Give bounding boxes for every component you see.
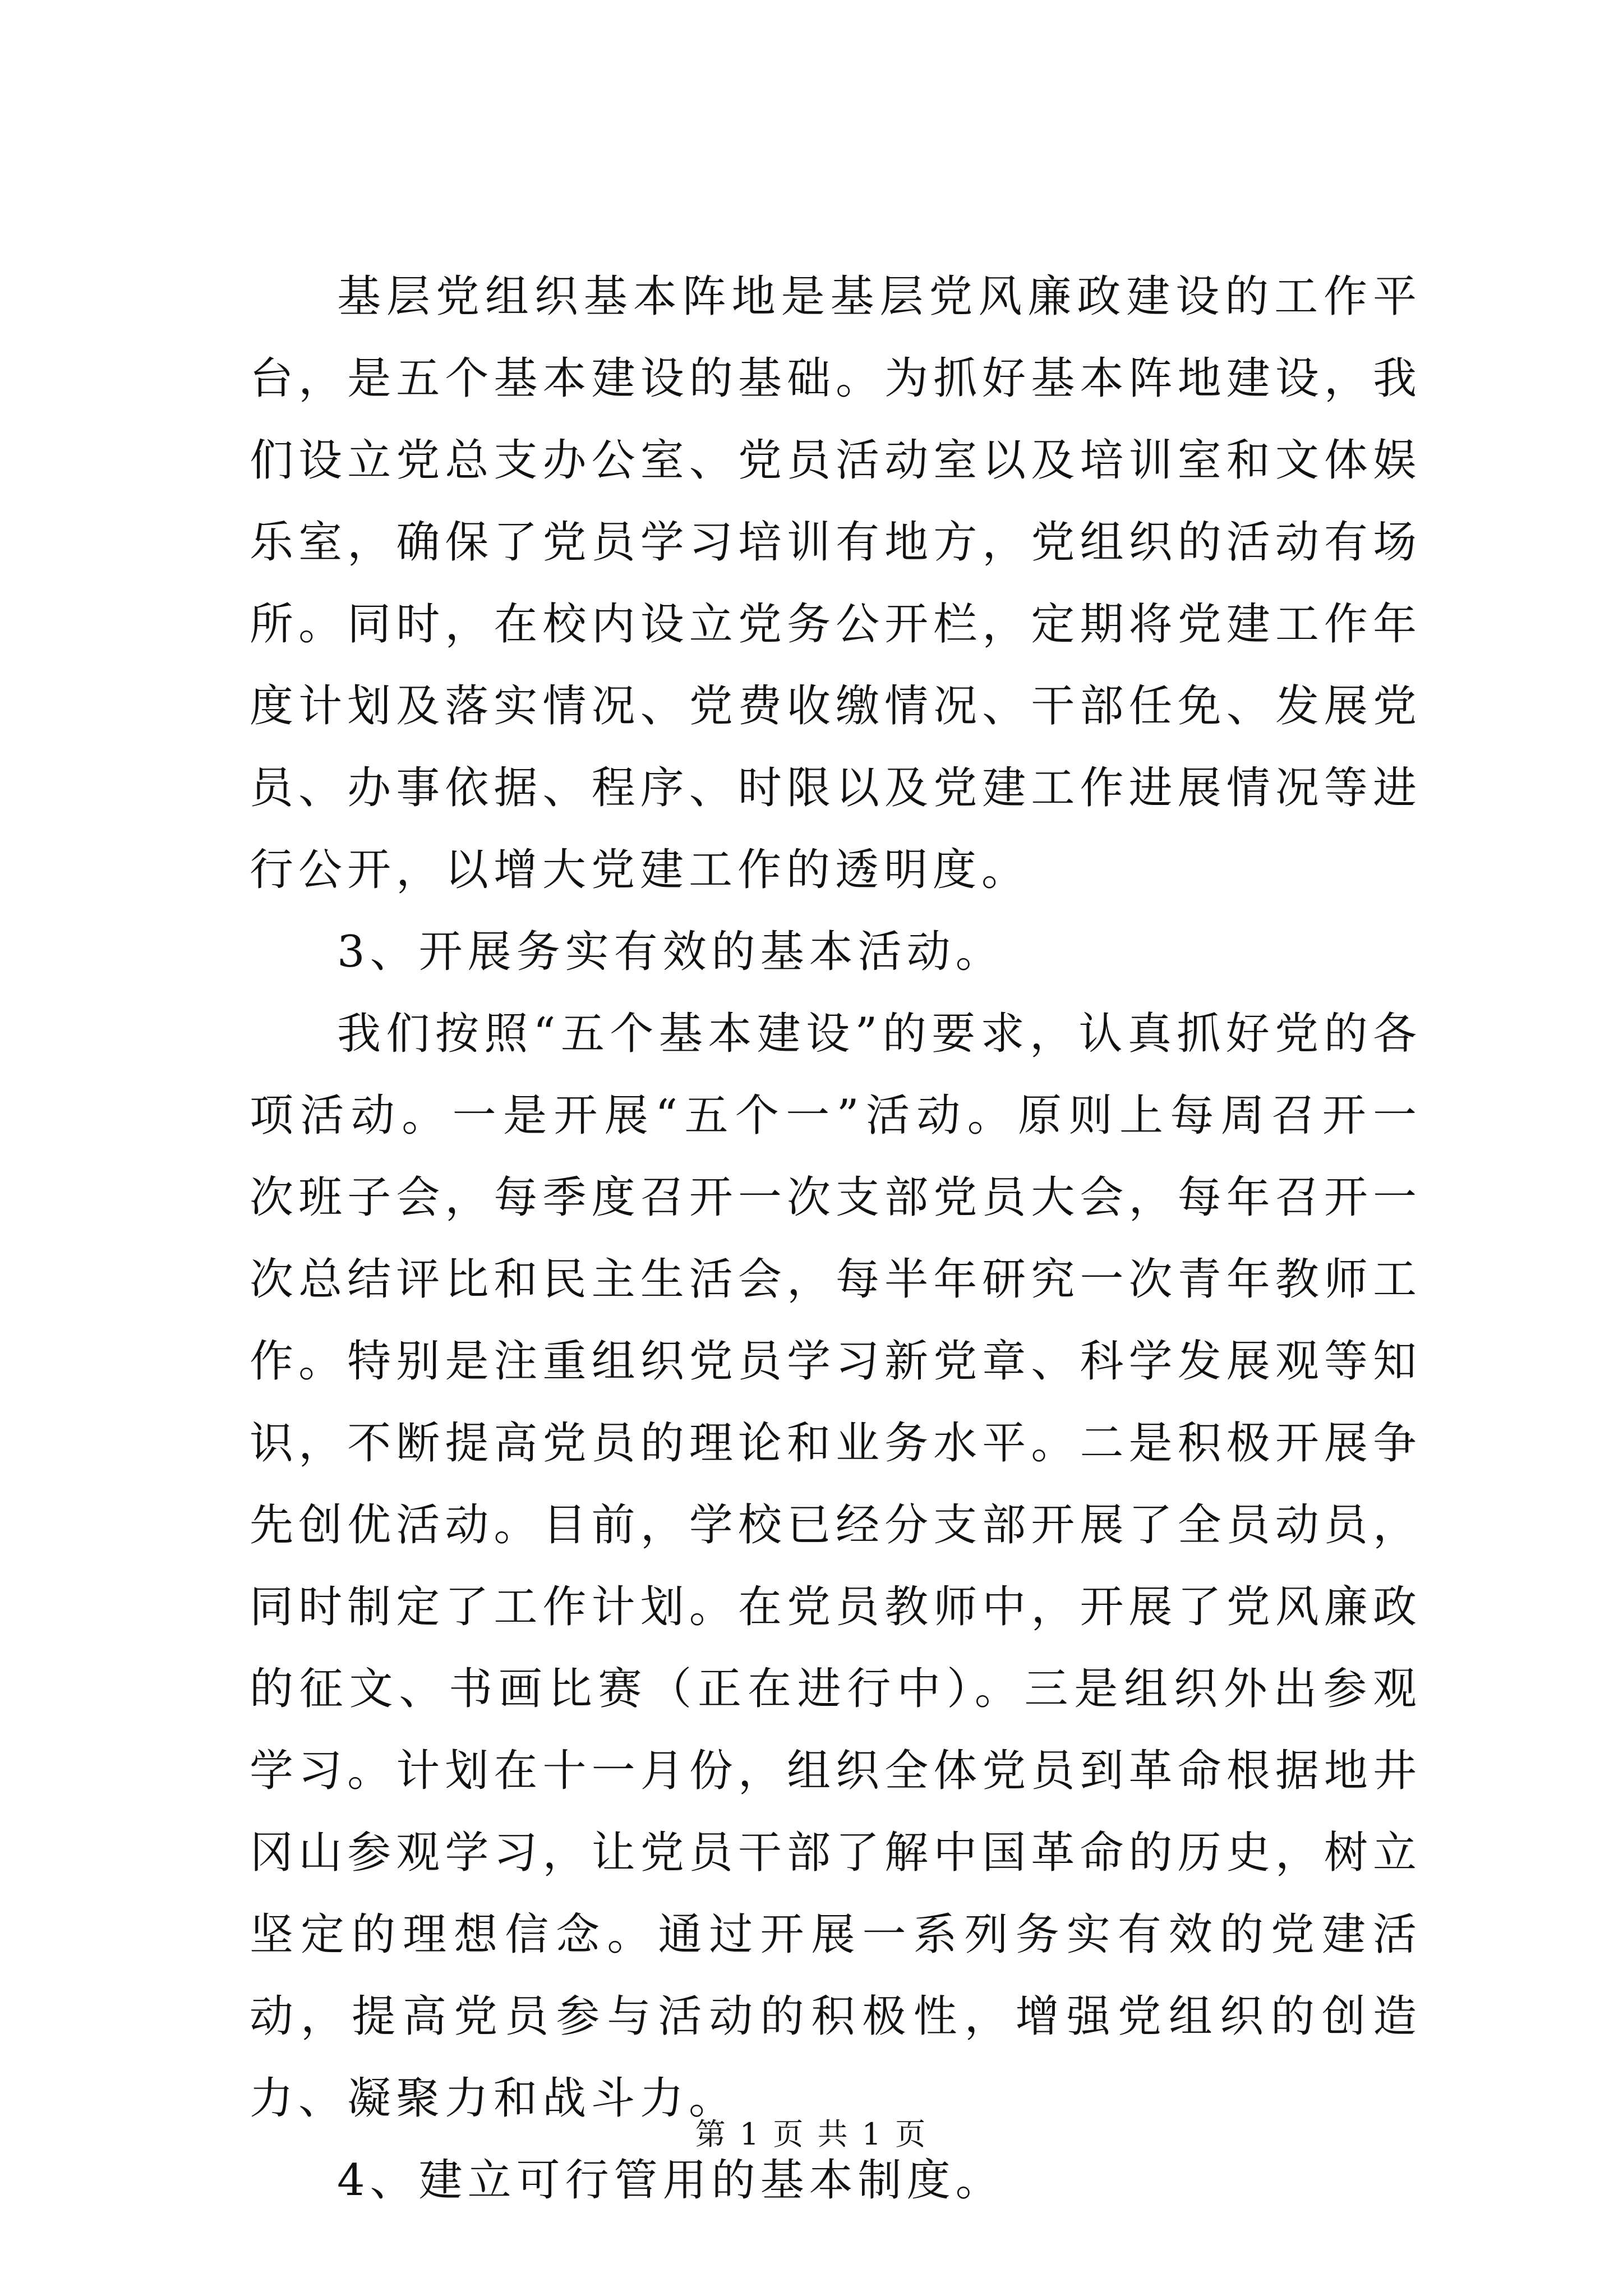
page-number-footer: 第 1 页 共 1 页 (695, 2116, 928, 2152)
section-heading-4: 4、建立可行管用的基本制度。 (337, 2155, 1004, 2206)
paragraph-base-platform: 基层党组织基本阵地是基层党风廉政建设的工作平台，是五个基本建设的基础。为抓好基本阵地建设，我们设立党总支办公室、党员活动室以及培训室和文体娱乐室，确保了党员学习培训有地方，党组织的活动有场所。同时，在校内设立党务公开栏，定期将党建工作年度计划及落实情况、党费收缴情况、干部任免、发展党员、办事依据、程序、时限以及党建工作进展情况等进行公开，以增大党建工作的透明度。 (250, 272, 1422, 895)
section-heading-3: 3、开展务实有效的基本活动。 (337, 927, 1004, 977)
paragraph-activities: 我们按照“五个基本建设”的要求，认真抓好党的各项活动。一是开展“五个一”活动。原则上每周召开一次班子会，每季度召开一次支部党员大会，每年召开一次总结评比和民主生活会，每半年研究一次青年教师工作。特别是注重组织党员学习新党章、科学发展观等知识，不断提高党员的理论和业务水平。二是积极开展争先创优活动。目前，学校已经分支部开展了全员动员，同时制定了工作计划。在党员教师中，开展了党风廉政的征文、书画比赛（正在进行中）。三是组织外出参观学习。计划在十一月份，组织全体党员到革命根据地井冈山参观学习，让党员干部了解中国革命的历史，树立坚定的理想信念。通过开展一系列务实有效的党建活动，提高党员参与活动的积极性，增强党组织的创造力、凝聚力和战斗力。 (250, 1009, 1422, 2124)
document-body (250, 256, 1422, 2221)
